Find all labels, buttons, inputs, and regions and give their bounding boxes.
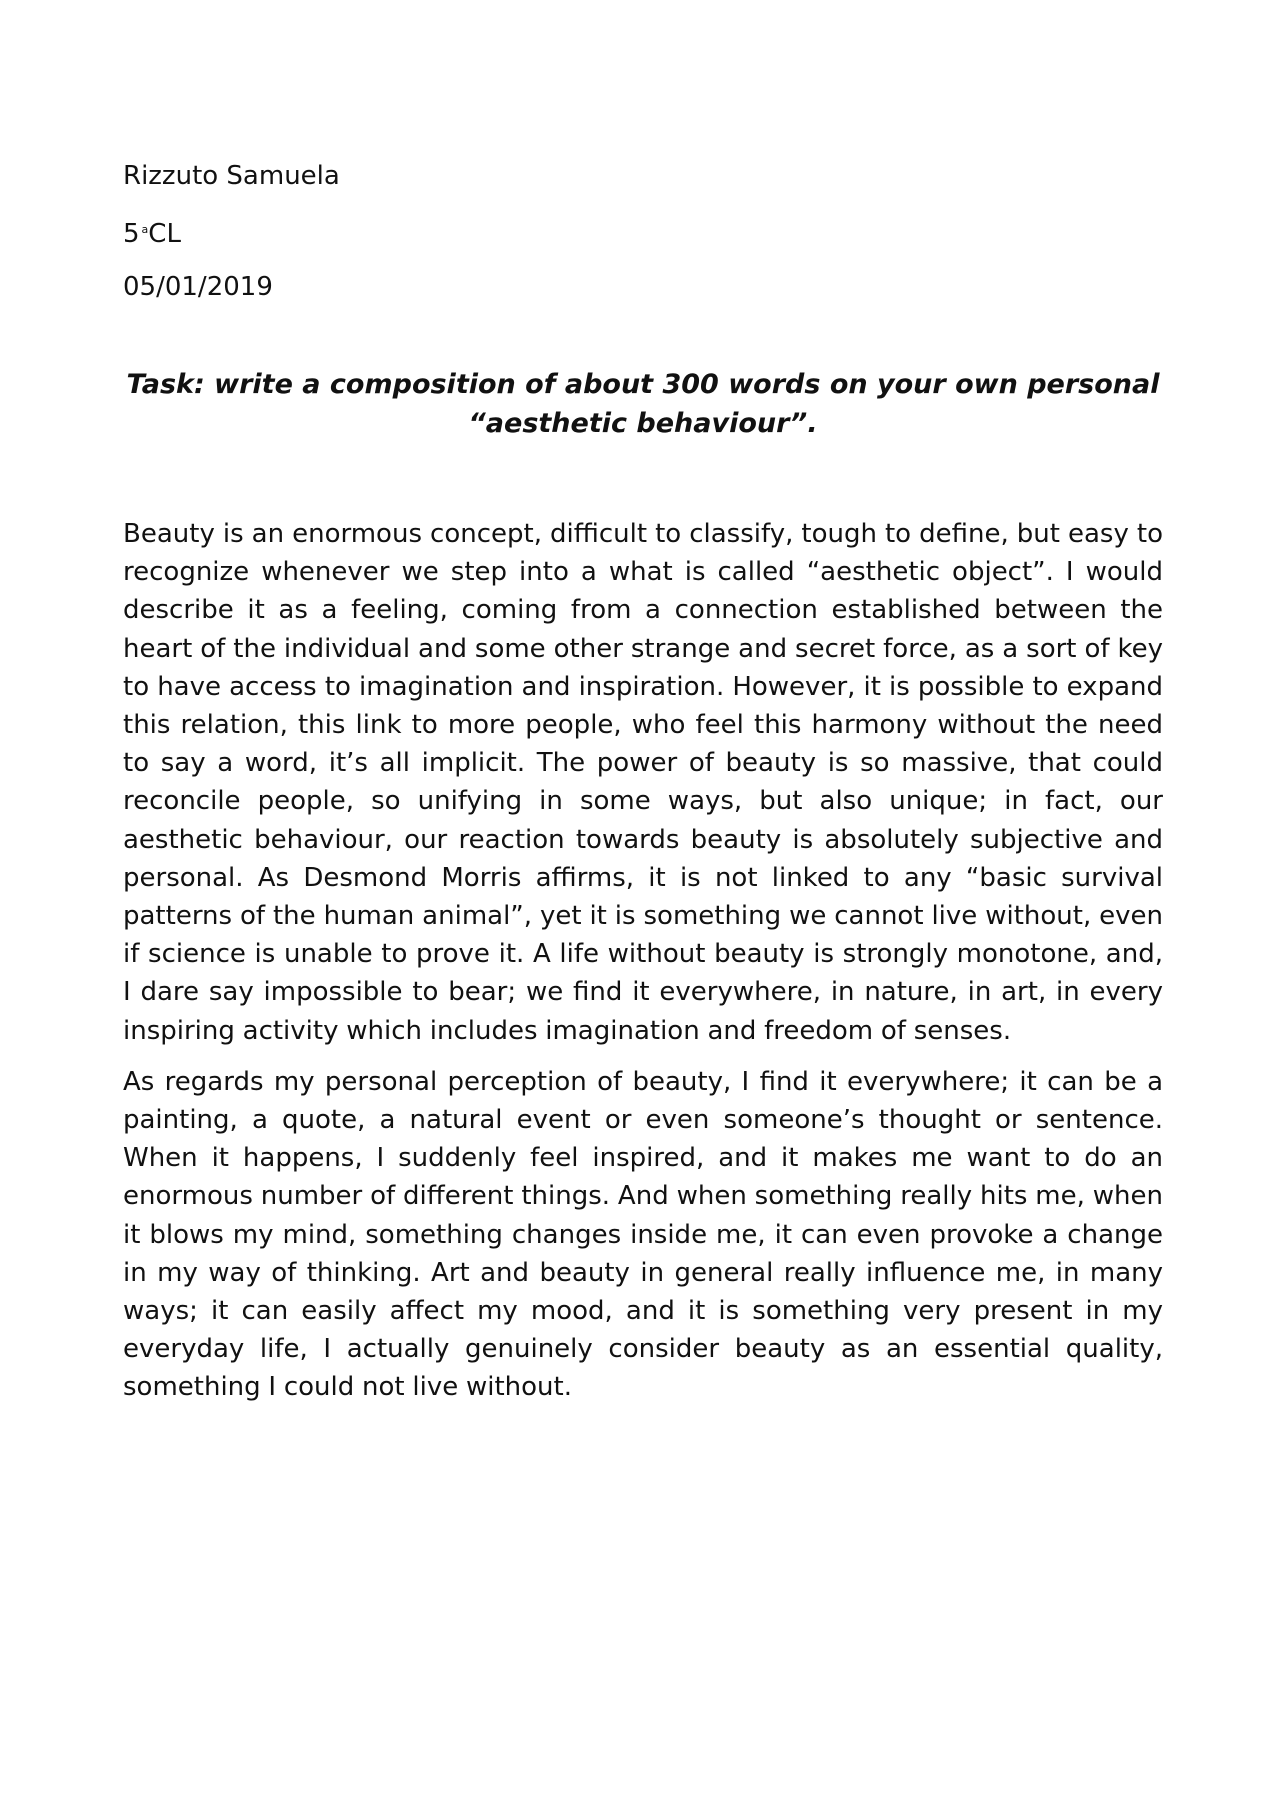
class-number: 5 [123,219,140,249]
author-name: Rizzuto Samuela [123,161,340,191]
composition-body [123,515,1163,1407]
header-block [123,150,340,314]
paragraph-1: Beauty is an enormous concept, difficult to classify, tough to define, but easy to recognize whenever we step into a what is called “aesthetic object”. I would describe it as a feeling, coming from a connection established between the heart of the individual and some other strange and secret force, as a sort of key to have access to imagination and inspiration. However, it is possible to expand this relation, this link to more people, who feel this harmony without the need to say a word, it’s all implicit. The power of beauty is so massive, that could reconcile people, so unifying in some ways, but also unique; in fact, our aesthetic behaviour, our reaction towards beauty is absolutely subjective and personal. As Desmond Morris affirms, it is not linked to any “basic survival patterns of the human animal”, yet it is something we cannot live without, even if science is unable to prove it. A life without beauty is strongly monotone, and, I dare say impossible to bear; we find it everywhere, in nature, in art, in every inspiring activity which includes imagination and freedom of senses. [123,519,1163,1046]
class-label [123,203,340,261]
document-date: 05/01/2019 [123,272,273,302]
task-heading: Task: write a composition of about 300 words on your own personal “aesthetic behaviour”. [126,369,1160,439]
class-letters: CL [148,219,181,249]
paragraph-2: As regards my personal perception of beauty, I find it everywhere; it can be a painting, a quote, a natural event or even someone’s thought or sentence. When it happens, I suddenly feel inspired, and it makes me want to do an enormous number of different things. And when something really hits me, when it blows my mind, something changes inside me, it can even provoke a change in my way of thinking. Art and beauty in general really influence me, in many ways; it can easily affect my mood, and it is something very present in my everyday life, I actually genuinely consider beauty as an essential quality, something I could not live without. [123,1066,1163,1403]
class-superscript: a [141,223,149,236]
